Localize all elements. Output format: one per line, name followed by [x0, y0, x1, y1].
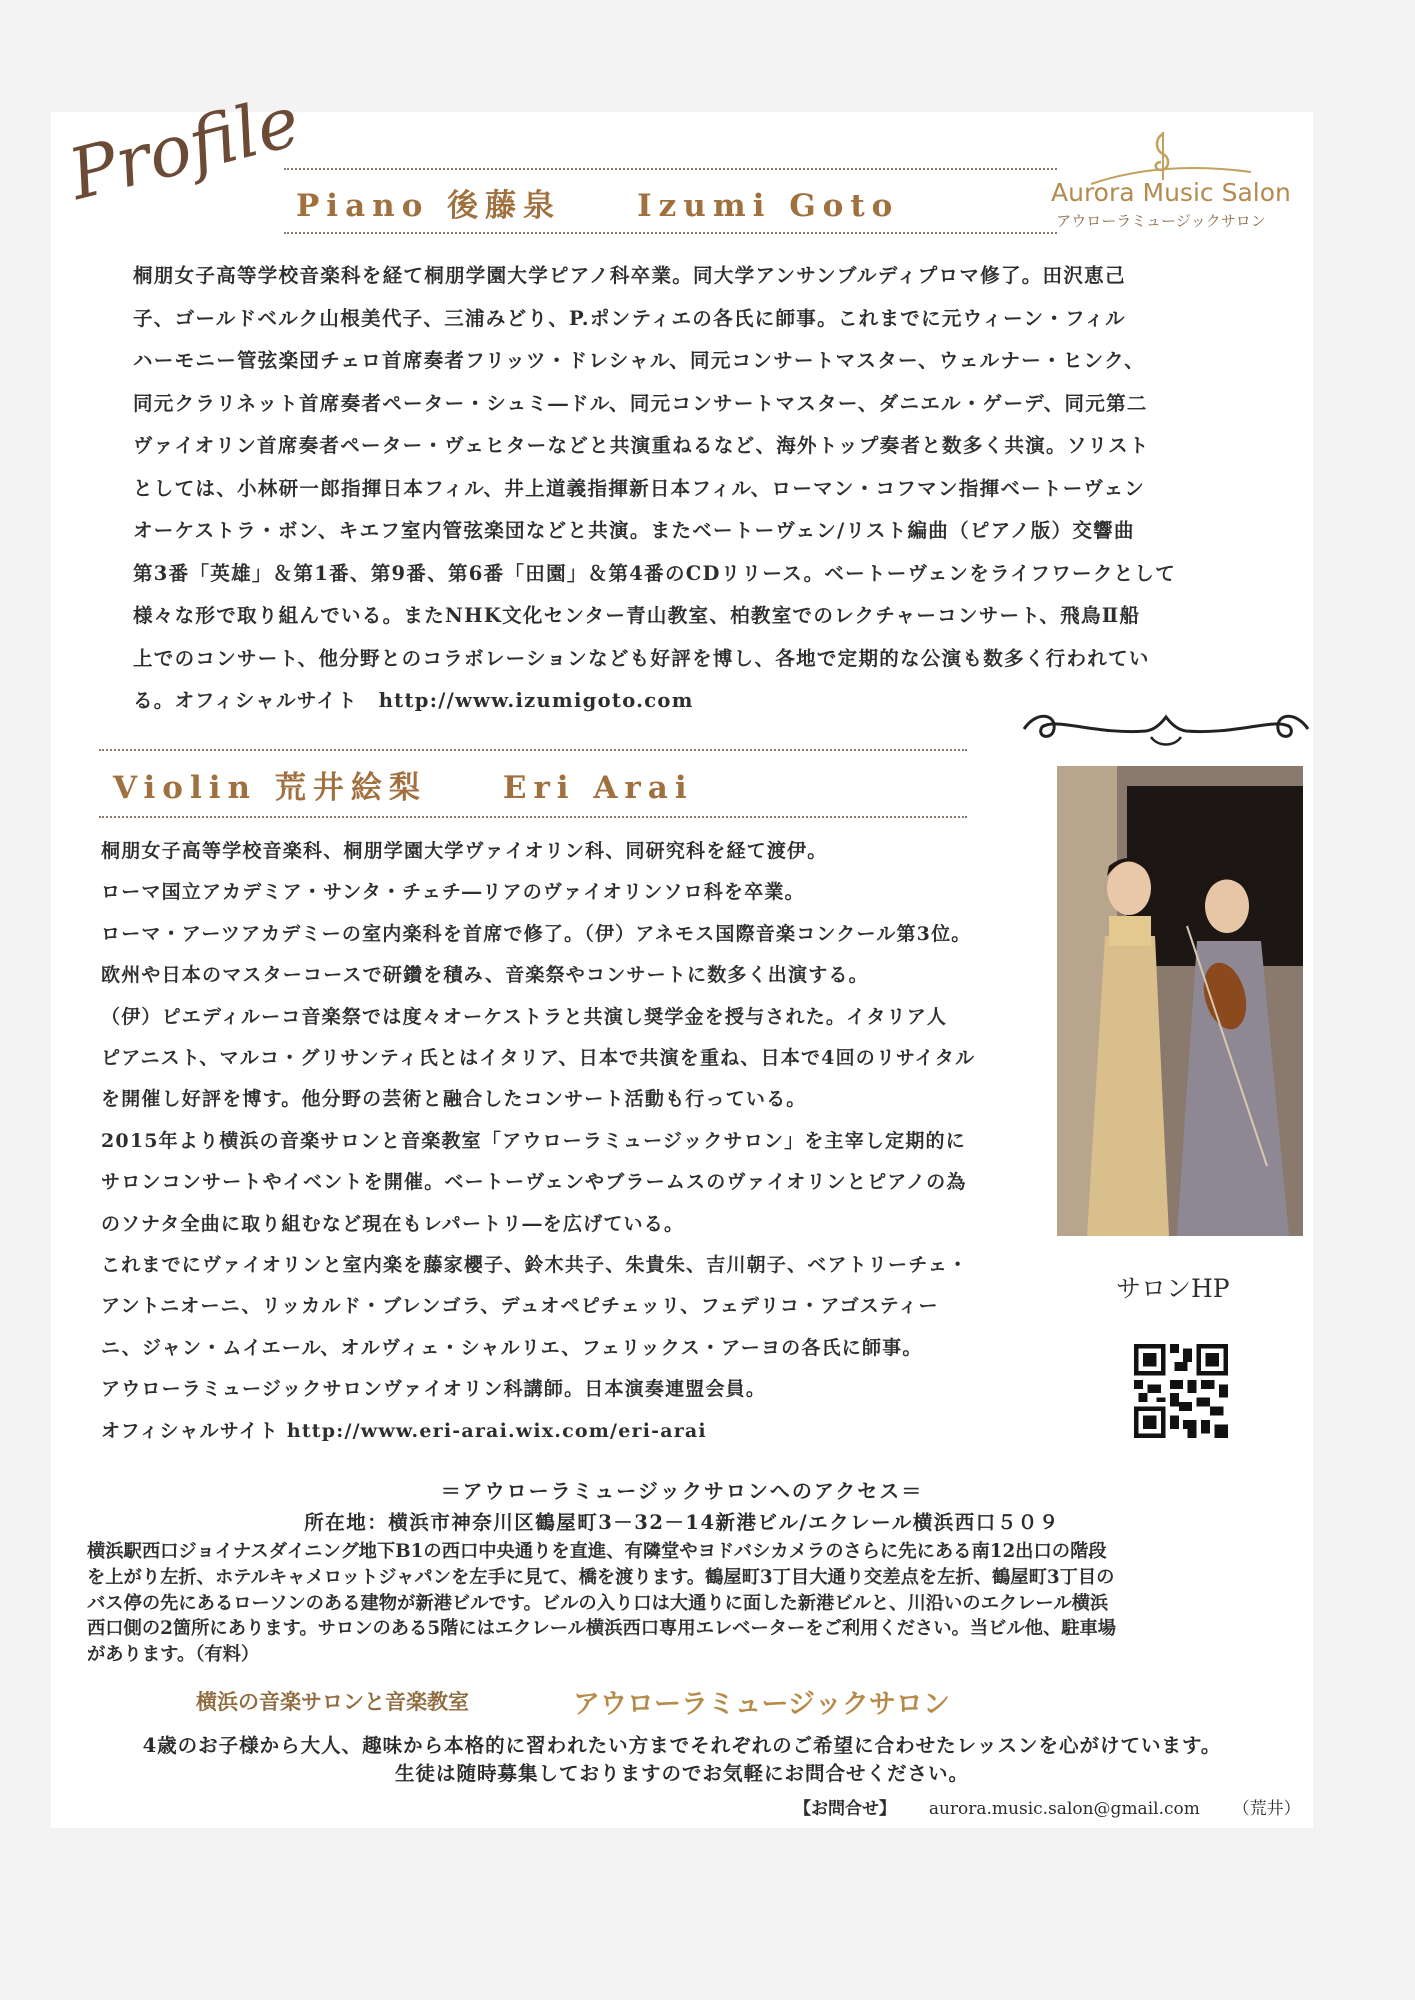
- access-direction-line: 横浜駅西口ジョイナスダイニング地下B1の西口中央通りを直進、有隣堂やヨドバシカメラのさらに先にある南12出口の階段: [87, 1541, 1107, 1562]
- piano-bio-line: 同元クラリネット首席奏者ペーター・シュミ―ドル、同元コンサートマスター、ダニエル・ゲーデ、同元第二: [133, 391, 1148, 415]
- contact-person: （荒井）: [1232, 1799, 1301, 1819]
- piano-bio-line: る。オフィシャルサイト http://www.izumigoto.com: [133, 689, 694, 712]
- lesson-line-2: 生徒は随時募集しておりますのでお気軽にお問合せください。: [394, 1762, 969, 1785]
- duo-photo: [1057, 766, 1303, 1236]
- access-address: 所在地：横浜市神奈川区鶴屋町3－32－14新港ビル/エクレール横浜西口５０９: [304, 1511, 1060, 1534]
- logo-name: Aurora Music Salon: [1051, 178, 1291, 207]
- violin-bio-line: アントニオーニ、リッカルド・ブレンゴラ、デュオペピチェッリ、フェデリコ・アゴスティー: [101, 1295, 939, 1318]
- footer-tagline: 横浜の音楽サロンと音楽教室: [196, 1689, 469, 1714]
- violin-bio-line: （伊）ピエディルーコ音楽祭では度々オーケストラと共演し奨学金を授与された。イタリア人: [101, 1005, 948, 1028]
- divider-violin-bottom: [99, 816, 967, 818]
- qr-code-icon[interactable]: [1134, 1344, 1228, 1438]
- access-direction-line: を上がり左折、ホテルキャメロットジャパンを左手に見て、橋を渡ります。鶴屋町3丁目大通り交差点を左折、鶴屋町3丁目の: [87, 1566, 1115, 1588]
- ornament-flourish-icon: [1016, 707, 1316, 757]
- piano-bio: [133, 255, 1176, 723]
- access-direction-line: バス停の先にあるローソンのある建物が新港ビルです。ビルの入り口は大通りに面した新港ビルと、川沿いのエクレール横浜: [87, 1592, 1109, 1614]
- violin-bio-line: 桐朋女子高等学校音楽科、桐朋学園大学ヴァイオリン科、同研究科を経て渡伊。: [101, 840, 828, 862]
- footer-salon-name: アウローラミュージックサロン: [573, 1689, 950, 1720]
- profile-script-title: Profile: [61, 80, 308, 216]
- contact-label: 【お問合せ】: [794, 1799, 896, 1819]
- violin-bio-line: ローマ・アーツアカデミーの室内楽科を首席で修了。（伊）アネモス国際音楽コンクール第3位。: [101, 922, 972, 945]
- violin-bio-line: サロンコンサートやイベントを開催。ベートーヴェンやブラームスのヴァイオリンとピアノの為: [101, 1171, 967, 1194]
- violin-bio-line: オフィシャルサイト http://www.eri-arai.wix.com/eri-arai: [101, 1419, 707, 1442]
- piano-bio-line: 桐朋女子高等学校音楽科を経て桐朋学園大学ピアノ科卒業。同大学アンサンブルディプロマ修了。田沢恵己: [133, 264, 1126, 287]
- violin-bio-line: のソナタ全曲に取り組むなど現在もレパートリ―を広げている。: [101, 1212, 685, 1235]
- violin-bio-line: ピアニスト、マルコ・グリサンティ氏とはイタリア、日本で共演を重ね、日本で4回のリサイタル: [101, 1047, 976, 1070]
- lesson-line-1: 4歳のお子様から大人、趣味から本格的に習われたい方までそれぞれのご希望に合わせたレッスンを心がけています。: [142, 1734, 1222, 1757]
- salon-logo: [1051, 128, 1291, 230]
- contact-email-link[interactable]: aurora.music.salon@gmail.com: [928, 1799, 1200, 1819]
- violin-bio-line: 欧州や日本のマスターコースで研鑽を積み、音楽祭やコンサートに数多く出演する。: [101, 964, 869, 987]
- divider-violin-top: [99, 749, 967, 751]
- contact-row: [794, 1794, 1301, 1819]
- divider-piano-bottom: [284, 232, 1057, 234]
- violin-bio-line: ニ、ジャン・ムイエール、オルヴィェ・シャルリエ、フェリックス・アーヨの各氏に師事。: [101, 1336, 923, 1359]
- violin-bio-line: 2015年より横浜の音楽サロンと音楽教室「アウローラミュージックサロン」を主宰し定期的に: [101, 1129, 966, 1152]
- violin-bio-line: ローマ国立アカデミア・サンタ・チェチ―リアのヴァイオリンソロ科を卒業。: [101, 881, 805, 904]
- access-direction-line: 西口側の2箇所にあります。サロンのある5階にはエクレール横浜西口専用エレベーターをご利用ください。当ビル他、駐車場: [87, 1618, 1117, 1640]
- violin-bio: [101, 831, 975, 1452]
- violin-bio-line: アウローラミュージックサロンヴァイオリン科講師。日本演奏連盟会員。: [101, 1378, 767, 1401]
- piano-bio-line: 様々な形で取り組んでいる。またNHK文化センター青山教室、柏教室でのレクチャーコンサート、飛鳥Ⅱ船: [133, 604, 1141, 627]
- access-direction-line: があります。（有料）: [87, 1644, 260, 1666]
- piano-bio-line: 子、ゴールドベルク山根美代子、三浦みどり、P.ポンティエの各氏に師事。これまでに元ウィーン・フィル: [133, 306, 1126, 330]
- salon-hp-label: サロンHP: [1116, 1274, 1230, 1303]
- piano-bio-line: ハーモニー管弦楽団チェロ首席奏者フリッツ・ドレシャル、同元コンサートマスター、ウェルナー・ヒンク、: [133, 349, 1145, 372]
- violin-bio-line: これまでにヴァイオリンと室内楽を藤家櫻子、鈴木共子、朱貴朱、吉川朝子、ベアトリーチェ・: [101, 1254, 969, 1277]
- piano-bio-line: オーケストラ・ボン、キエフ室内管弦楽団などと共演。またベートーヴェン/リスト編曲（ピアノ版）交響曲: [133, 519, 1135, 542]
- flyer-sheet: [51, 80, 1313, 1828]
- duo-photo-illustration: [1057, 766, 1303, 1236]
- piano-heading: Piano 後藤泉 Izumi Goto: [296, 188, 900, 224]
- violin-heading: Violin 荒井絵梨 Eri Arai: [113, 770, 694, 806]
- divider-top: [284, 168, 1057, 170]
- access-title: ＝アウローラミュージックサロンへのアクセス＝: [440, 1479, 924, 1503]
- piano-bio-line: ヴァイオリン首席奏者ペーター・ヴェヒターなどと共演重ねるなど、海外トップ奏者と数多く共演。ソリスト: [133, 434, 1150, 457]
- logo-kana: アウローラミュージックサロン: [1056, 212, 1266, 230]
- violin-bio-line: を開催し好評を博す。他分野の芸術と融合したコンサート活動も行っている。: [101, 1088, 807, 1111]
- access-directions: [87, 1539, 1116, 1668]
- piano-bio-line: としては、小林研一郎指揮日本フィル、井上道義指揮新日本フィル、ローマン・コフマン指揮ベートーヴェン: [133, 476, 1146, 500]
- piano-bio-line: 第3番「英雄」＆第1番、第9番、第6番「田園」＆第4番のCDリリース。ベートーヴェンをライフワークとして: [133, 561, 1177, 585]
- piano-bio-line: 上でのコンサート、他分野とのコラボレーションなども好評を博し、各地で定期的な公演も数多く行われてい: [133, 646, 1150, 670]
